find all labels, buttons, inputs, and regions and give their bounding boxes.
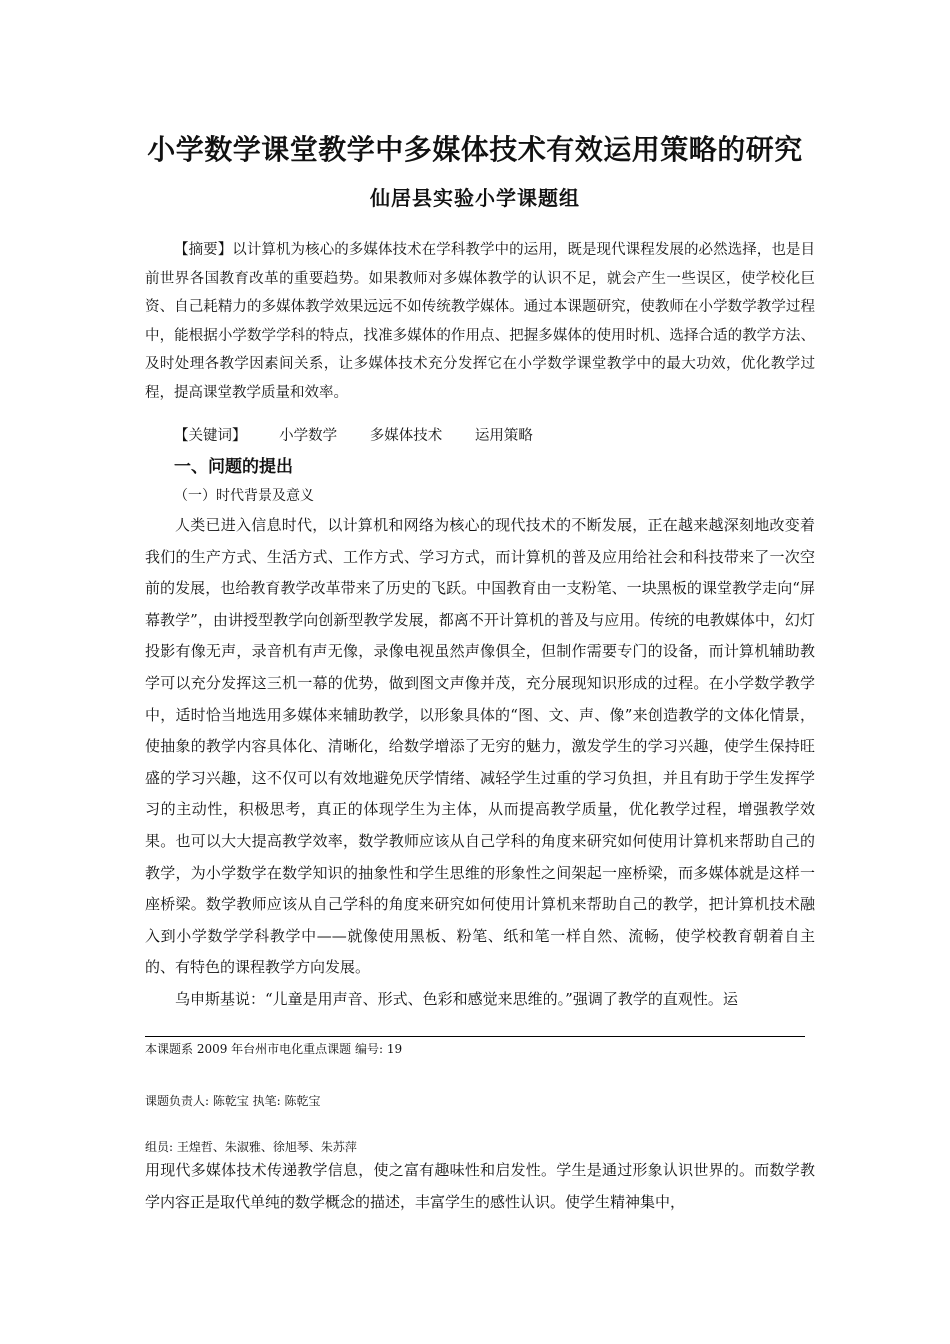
abstract-paragraph: 【摘要】以计算机为核心的多媒体技术在学科教学中的运用，既是现代课程发展的必然选择，也是目前世界各国教育改革的重要趋势。如果教师对多媒体教学的认识不足，就会产生一些误区，使学校化巨资、自己耗精力的多媒体教学效果远远不如传统教学媒体。通过本课题研究，使教师在小学数学教学过程中，能根据小学数学学科的特点，找准多媒体的作用点、把握多媒体的使用时机、选择合适的教学方法、及时处理各教学因素间关系，让多媒体技术充分发挥它在小学数学课堂教学中的最大功效，优化教学过程，提高课堂教学质量和效率。 xyxy=(145,242,815,401)
keyword-item: 运用策略 xyxy=(474,428,533,444)
keyword-item: 小学数学 xyxy=(279,428,338,444)
document-title: 小学数学课堂教学中多媒体技术有效运用策略的研究 xyxy=(147,133,803,166)
keywords-label: 【关键词】 xyxy=(174,428,247,444)
continuation-text: 用现代多媒体技术传递教学信息，使之富有趣味性和启发性。学生是通过形象认识世界的。而数学教学内容正是取代单纯的数学概念的描述，丰富学生的感性认识。使学生精神集中， xyxy=(145,1161,815,1211)
section-heading: 一、问题的提出 xyxy=(174,457,293,477)
keywords-line xyxy=(174,424,561,445)
body-text xyxy=(145,510,815,1016)
body-paragraph: 乌申斯基说：“儿童是用声音、形式、色彩和感觉来思维的。”强调了教学的直观性。运 xyxy=(175,989,738,1008)
body-paragraph: 人类已进入信息时代，以计算机和网络为核心的现代技术的不断发展，正在越来越深刻地改变着我们的生产方式、生活方式、工作方式、学习方式，而计算机的普及应用给社会和科技带来了一次空前的发展，也给教育教学改革带来了历史的飞跃。中国教育由一支粉笔、一块黑板的课堂教学走向“屏幕教学”，由讲授型教学向创新型教学发展，都离不开计算机的普及与应用。传统的电教媒体中，幻灯投影有像无声，录音机有声无像，录像电视虽然声像俱全，但制作需要专门的设备，而计算机辅助教学可以充分发挥这三机一幕的优势，做到图文声像并茂，充分展现知识形成的过程。在小学数学教学中，适时恰当地选用多媒体来辅助教学，以形象具体的“图、文、声、像”来创造教学的文体化情景，使抽象的教学内容具体化、清晰化，给数学增添了无穷的魅力，激发学生的学习兴趣，使学生保持旺盛的学习兴趣，这不仅可以有效地避免厌学情绪、减轻学生过重的学习负担，并且有助于学生发挥学习的主动性，积极思考，真正的体现学生为主体，从而提高教学质量，优化教学过程，增强教学效果。也可以大大提高教学效率，数学教师应该从自己学科的角度来研究如何使用计算机来帮助自己的教学，为小学数学在数学知识的抽象性和学生思维的形象性之间架起一座桥梁，而多媒体就是这样一座桥梁。数学教师应该从自己学科的角度来研究如何使用计算机来帮助自己的教学，把计算机技术融入到小学数学学科教学中——就像使用黑板、粉笔、纸和笔一样自然、流畅，使学校教育朝着自主的、有特色的课程教学方向发展。 xyxy=(145,516,815,977)
footnote-members: 组员: 王煌哲、朱淑雅、徐旭琴、朱苏萍 xyxy=(145,1140,357,1154)
footnote-divider xyxy=(145,1036,805,1037)
footnote-project: 本课题系 2009 年台州市电化重点课题 编号: 19 xyxy=(145,1042,403,1056)
document-subtitle: 仙居县实验小学课题组 xyxy=(370,186,580,210)
subsection-heading: （一）时代背景及意义 xyxy=(174,488,314,504)
keyword-item: 多媒体技术 xyxy=(369,428,443,444)
footnote-leader: 课题负责人: 陈乾宝 执笔: 陈乾宝 xyxy=(145,1094,321,1108)
